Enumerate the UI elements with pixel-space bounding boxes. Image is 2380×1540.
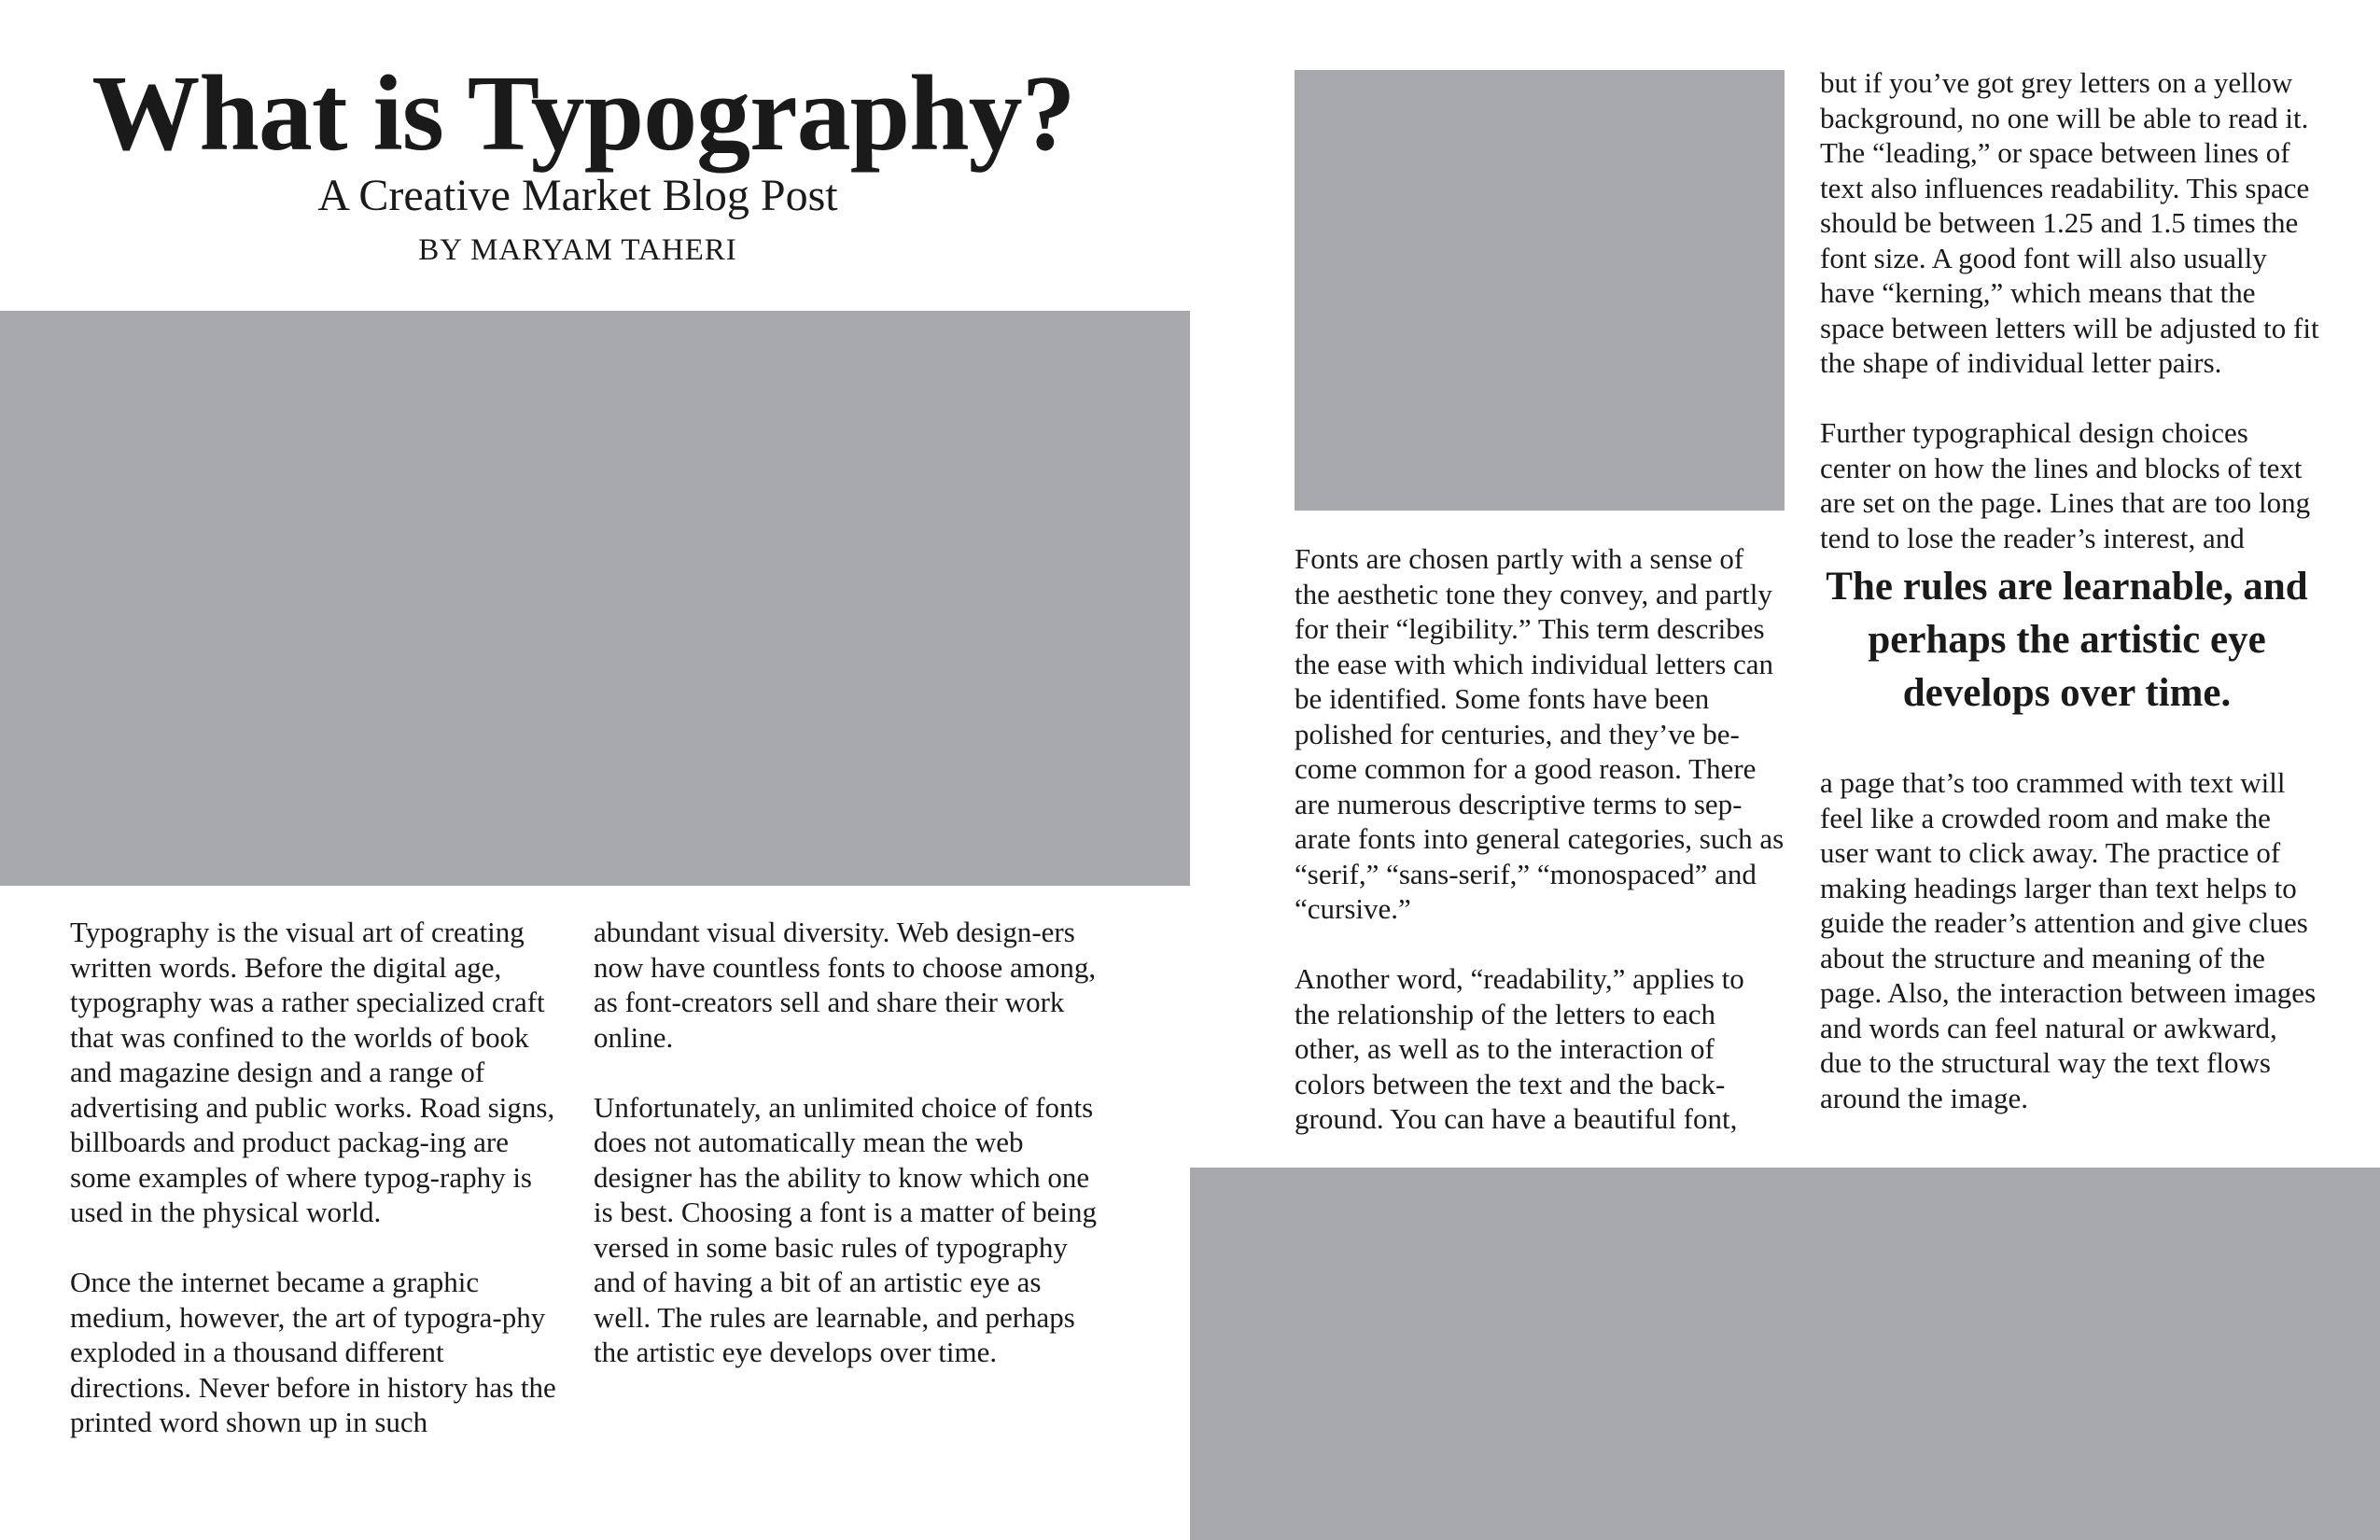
author-byline: BY MARYAM TAHERI bbox=[418, 233, 737, 267]
text-column-4-top bbox=[1820, 65, 2319, 555]
paragraph: a page that’s too crammed with text will feel like a crowded room and make the user want to click away. The practice of making headings larger than text helps to guide the reader’s attention and give clues about the structure and meaning of the page. Also, the interaction between images and words can feel natural or awkward, due to the structural way the text flows around the image. bbox=[1820, 766, 2317, 1114]
paragraph: Further typographical design choices center on how the lines and blocks of text are set on the page. Lines that are too long tend to lose the reader’s interest, and bbox=[1820, 416, 2311, 554]
text-column-4-bottom bbox=[1820, 765, 2319, 1115]
page-title: What is Typography? bbox=[91, 54, 1075, 174]
image-placeholder-bottom-right bbox=[1190, 1168, 2380, 1540]
page-subtitle: A Creative Market Blog Post bbox=[317, 171, 838, 220]
paragraph: but if you’ve got grey letters on a yellow background, no one will be able to read it. The “leading,” or space between lines of text also influences readability. This space should be between 1.25 and 1.5 times the font size. A good font will also usually have “kerning,” which means that the space between letters will be adjusted to fit the shape of individual letter pairs. bbox=[1820, 66, 2319, 379]
paragraph: Once the internet became a graphic medium, however, the art of typogra-phy exploded in a thousand different directions. Never before in history has the printed word shown up in such bbox=[70, 1266, 556, 1438]
text-column-2 bbox=[594, 915, 1098, 1370]
paragraph: Unfortunately, an unlimited choice of fonts does not automatically mean the web designer has the ability to know which one is best. Choosing a font is a matter of being versed in some basic rules of typography and of having a bit of an artistic eye as well. The rules are learnable, and perhaps the artistic eye develops over time. bbox=[594, 1090, 1097, 1368]
text-column-3 bbox=[1295, 541, 1785, 1137]
paragraph: Typography is the visual art of creating written words. Before the digital age, typography was a rather specialized craft that was confined to the worlds of book and magazine design and a range of advertising and public works. Road signs, billboards and product packag-ing are some examples of where typog-raphy is used in the physical world. bbox=[70, 916, 555, 1228]
pull-quote: The rules are learnable, and perhaps the artistic eye develops over time. bbox=[1826, 565, 2308, 715]
image-placeholder-top-right bbox=[1295, 70, 1785, 511]
paragraph: abundant visual diversity. Web design-ers now have countless fonts to choose among, as font-creators sell and share their work online. bbox=[594, 916, 1097, 1054]
image-placeholder-left bbox=[0, 311, 1190, 886]
text-column-1 bbox=[70, 915, 565, 1440]
paragraph: Another word, “readability,” applies to the relationship of the letters to each other, as well as to the interaction of colors between the text and the back-ground. You can have a beautiful font, bbox=[1295, 962, 1744, 1135]
paragraph: Fonts are chosen partly with a sense of the aesthetic tone they convey, and partly for their “legibility.” This term describes the ease with which individual letters can be identified. Some fonts have been polished for centuries, and they’ve be-come common for a good reason. There are numerous descriptive terms to sep-arate fonts into general categories, such as “serif,” “sans-serif,” “monospaced” and “cursive.” bbox=[1295, 542, 1785, 925]
